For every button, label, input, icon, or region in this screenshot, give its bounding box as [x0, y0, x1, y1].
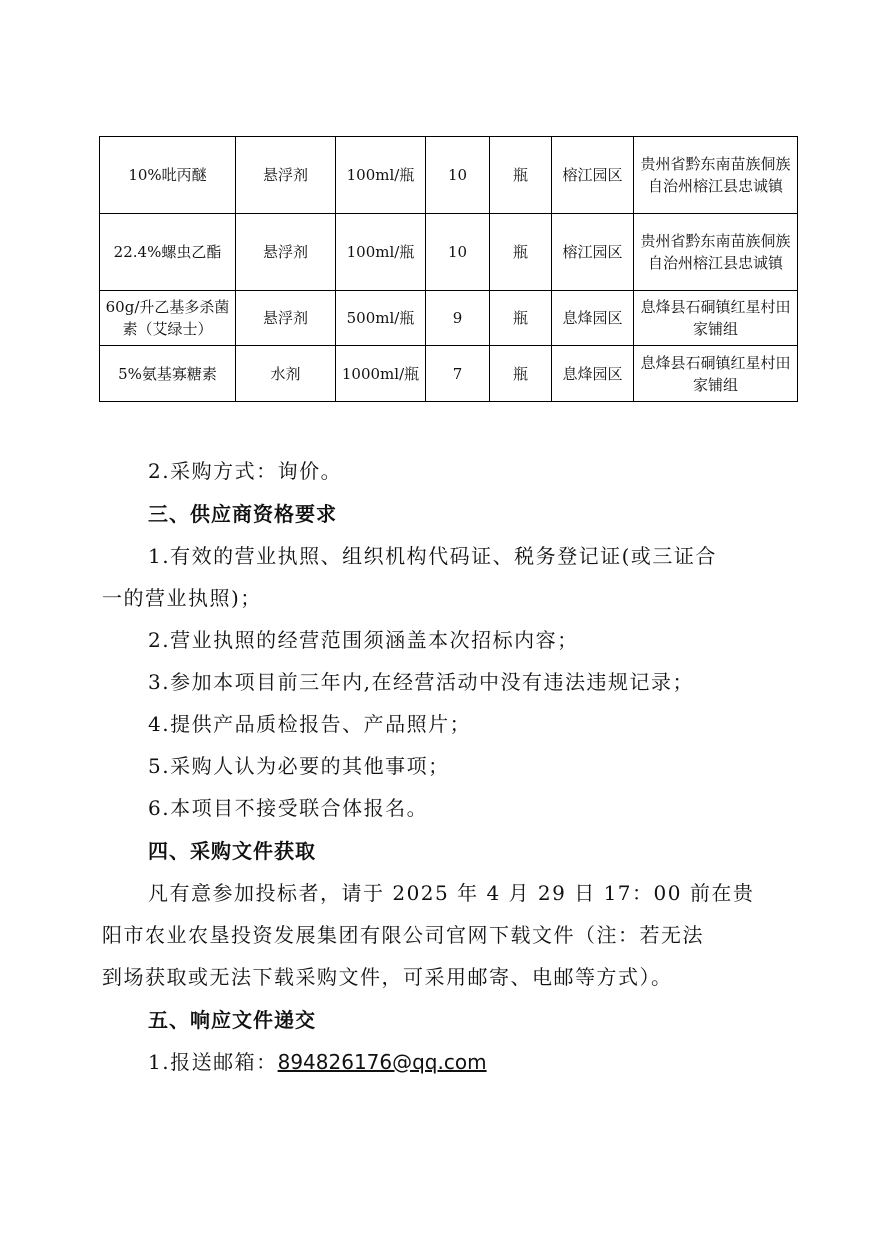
- section-heading-response-submission: 五、响应文件递交: [148, 1008, 316, 1032]
- spec-cell: 1000ml/瓶: [336, 346, 426, 402]
- address-cell: 息烽县石硐镇红星村田家铺组: [634, 346, 798, 402]
- spec-cell: 100ml/瓶: [336, 137, 426, 214]
- product-name-cell: 10%吡丙醚: [100, 137, 236, 214]
- purchase-method-text: 2.采购方式：询价。: [148, 459, 343, 483]
- requirement-1-line-2: 一的营业执照)；: [102, 586, 262, 610]
- spec-cell: 500ml/瓶: [336, 291, 426, 346]
- product-name-cell: 60g/升乙基多杀菌素（艾绿士）: [100, 291, 236, 346]
- submission-email-line: [148, 1047, 778, 1077]
- requirement-4: 4.提供产品质检报告、产品照片；: [148, 712, 472, 736]
- requirement-1-line-1: 1.有效的营业执照、组织机构代码证、税务登记证(或三证合: [148, 544, 717, 568]
- requirement-3: 3.参加本项目前三年内,在经营活动中没有违法违规记录；: [148, 670, 694, 694]
- requirement-5: 5.采购人认为必要的其他事项；: [148, 754, 450, 778]
- quantity-cell: 10: [426, 214, 490, 291]
- quantity-cell: 9: [426, 291, 490, 346]
- address-cell: 贵州省黔东南苗族侗族自治州榕江县忠诚镇: [634, 137, 798, 214]
- unit-cell: 瓶: [490, 291, 552, 346]
- email-label: 1.报送邮箱：: [148, 1050, 278, 1074]
- dosage-form-cell: 悬浮剂: [236, 291, 336, 346]
- quantity-cell: 7: [426, 346, 490, 402]
- address-cell: 息烽县石硐镇红星村田家铺组: [634, 291, 798, 346]
- table-row: [100, 137, 798, 214]
- section-heading-document-acquisition: 四、采购文件获取: [148, 839, 316, 863]
- acquisition-text-line-1: 凡有意参加投标者，请于 2025 年 4 月 29 日 17：00 前在贵: [148, 881, 755, 905]
- acquisition-text-line-3: 到场获取或无法下载采购文件，可采用邮寄、电邮等方式）。: [102, 965, 673, 989]
- table-row: [100, 346, 798, 402]
- dosage-form-cell: 悬浮剂: [236, 137, 336, 214]
- dosage-form-cell: 悬浮剂: [236, 214, 336, 291]
- park-cell: 息烽园区: [552, 346, 634, 402]
- unit-cell: 瓶: [490, 214, 552, 291]
- requirement-2: 2.营业执照的经营范围须涵盖本次招标内容；: [148, 628, 579, 652]
- address-cell: 贵州省黔东南苗族侗族自治州榕江县忠诚镇: [634, 214, 798, 291]
- section-heading-supplier-requirements: 三、供应商资格要求: [148, 502, 337, 526]
- spec-cell: 100ml/瓶: [336, 214, 426, 291]
- table-row: [100, 291, 798, 346]
- unit-cell: 瓶: [490, 346, 552, 402]
- park-cell: 榕江园区: [552, 214, 634, 291]
- table-row: [100, 214, 798, 291]
- acquisition-text-line-2: 阳市农业农垦投资发展集团有限公司官网下载文件（注：若无法: [102, 923, 704, 947]
- park-cell: 榕江园区: [552, 137, 634, 214]
- product-name-cell: 22.4%螺虫乙酯: [100, 214, 236, 291]
- product-name-cell: 5%氨基寡糖素: [100, 346, 236, 402]
- unit-cell: 瓶: [490, 137, 552, 214]
- quantity-cell: 10: [426, 137, 490, 214]
- procurement-items-table: [99, 136, 798, 402]
- requirement-6: 6.本项目不接受联合体报名。: [148, 796, 429, 820]
- park-cell: 息烽园区: [552, 291, 634, 346]
- email-link[interactable]: 894826176@qq.com: [277, 1050, 487, 1074]
- dosage-form-cell: 水剂: [236, 346, 336, 402]
